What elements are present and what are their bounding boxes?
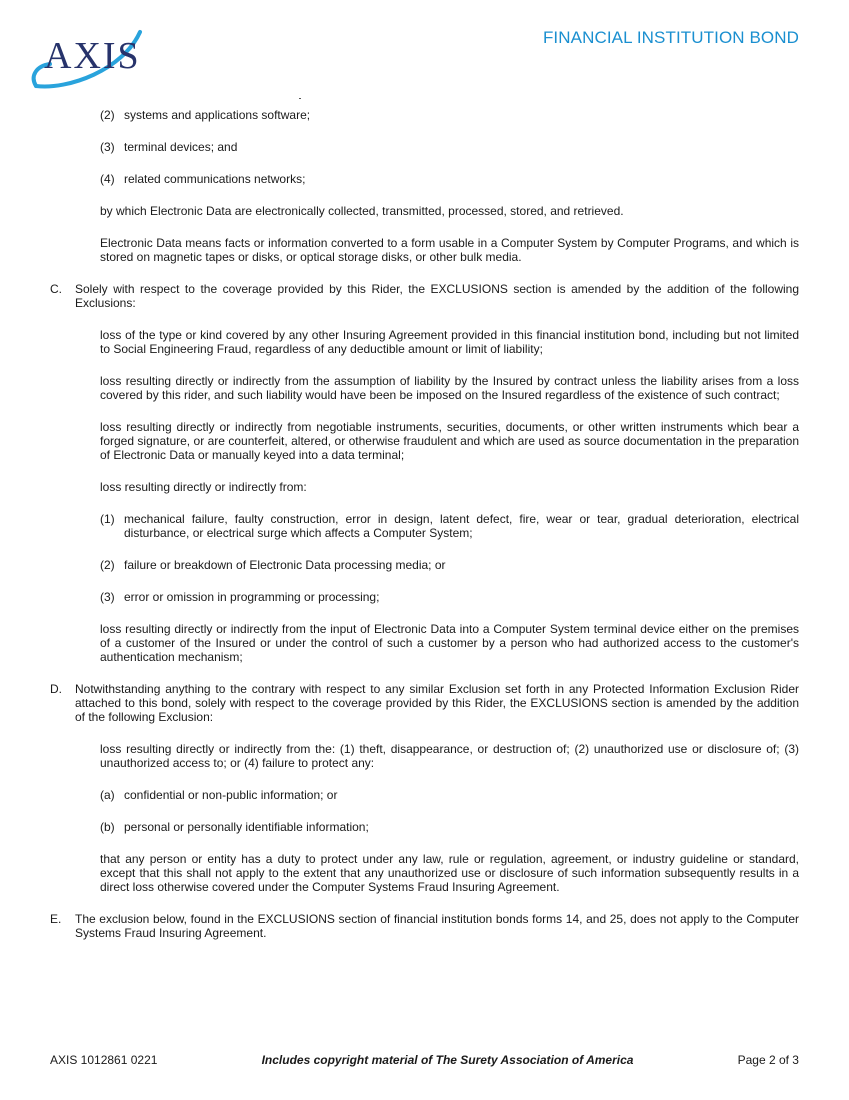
exclusion-paragraph: loss resulting directly or indirectly from the assumption of liability by the Insured by contract unless the liability arises from a loss covered by this rider, and such liability would have been be imposed on the Insured regardless of the existence of such contract; (100, 374, 799, 402)
section-label: D. (50, 682, 62, 696)
exclusion-paragraph: loss resulting directly or indirectly from the input of Electronic Data into a Computer System terminal device either on the premises of a customer of the Insured or under the control of such a customer by a person who had authorized access to the customer's authentication mechanism; (100, 622, 799, 664)
list-item-label: (2) (100, 558, 115, 572)
section-e (50, 912, 799, 940)
axis-logo (28, 18, 150, 96)
list-item-text: confidential or non-public information; or (124, 788, 338, 802)
list-item (100, 820, 799, 834)
scan-mark (299, 98, 301, 99)
list-item (100, 558, 799, 572)
section-c-text: Solely with respect to the coverage provided by this Rider, the EXCLUSIONS section is amended by the addition of the following Exclusions: (75, 282, 799, 310)
section-d-text: Notwithstanding anything to the contrary with respect to any similar Exclusion set forth in any Protected Information Exclusion Rider attached to this bond, solely with respect to the coverage provided by this Rider, the EXCLUSIONS section is amended by the addition of the following Exclusion: (75, 682, 799, 724)
list-item-label: (2) (100, 108, 115, 122)
list-item-text: mechanical failure, faulty construction, error in design, latent defect, fire, wear or tear, gradual deterioration, electrical disturbance, or electrical surge which affects a Computer System; (124, 512, 799, 540)
list-item-label: (3) (100, 140, 115, 154)
list-item (100, 140, 799, 154)
exclusion-paragraph: loss of the type or kind covered by any other Insuring Agreement provided in this financial institution bond, including but not limited to Social Engineering Fraud, regardless of any deductible amount or limit of liability; (100, 328, 799, 356)
section-d (50, 682, 799, 724)
list-item-label: (4) (100, 172, 115, 186)
list-item-text: error or omission in programming or processing; (124, 590, 380, 604)
list-item (100, 108, 799, 122)
list-item (100, 590, 799, 604)
list-item-label: (a) (100, 788, 115, 802)
exclusion-paragraph: loss resulting directly or indirectly from: (100, 480, 307, 494)
paragraph-duty-to-protect: that any person or entity has a duty to protect under any law, rule or regulation, agreement, or industry guideline or standard, except that this shall not apply to the extent that any unauthorized use or disclosure of such information subsequently results in a direct loss otherwise covered under the Computer Systems Fraud Insuring Agreement. (100, 852, 799, 894)
document-body (0, 108, 849, 940)
list-item-text: failure or breakdown of Electronic Data processing media; or (124, 558, 446, 572)
list-item-label: (1) (100, 512, 115, 526)
copyright-notice: Includes copyright material of The Surety Association of America (261, 1053, 634, 1067)
section-label: C. (50, 282, 62, 296)
svg-text:AXIS: AXIS (44, 35, 141, 77)
list-item (100, 172, 799, 186)
list-item (100, 512, 799, 540)
list-item-text: personal or personally identifiable information; (124, 820, 369, 834)
paragraph-by-which: by which Electronic Data are electronically collected, transmitted, processed, stored, and retrieved. (100, 204, 624, 218)
section-label: E. (50, 912, 62, 926)
axis-logo-icon (28, 18, 150, 96)
list-item-text: systems and applications software; (124, 108, 311, 122)
list-item-label: (3) (100, 590, 115, 604)
list-item-text: related communications networks; (124, 172, 306, 186)
exclusion-paragraph: loss resulting directly or indirectly from negotiable instruments, securities, documents, or other written instruments which bear a forged signature, or are counterfeit, altered, or otherwise fraudulent and which are used as source documentation in the preparation of Electronic Data or manually keyed into a data terminal; (100, 420, 799, 462)
page-number: Page 2 of 3 (737, 1053, 799, 1067)
list-item (100, 788, 799, 802)
form-number: AXIS 1012861 0221 (50, 1053, 158, 1067)
section-e-text: The exclusion below, found in the EXCLUSIONS section of financial institution bonds forms 14, and 25, does not apply to the Computer Systems Fraud Insuring Agreement. (75, 912, 799, 940)
document-title: FINANCIAL INSTITUTION BOND (542, 28, 799, 47)
exclusion-paragraph: loss resulting directly or indirectly from the: (1) theft, disappearance, or destruction of; (2) unauthorized use or disclosure of; (3) unauthorized access to; or (4) failure to protect any: (100, 742, 799, 770)
list-item-label: (b) (100, 820, 115, 834)
paragraph-electronic-data-definition: Electronic Data means facts or information converted to a form usable in a Computer System by Computer Programs, and which is stored on magnetic tapes or disks, or optical storage disks, or other bulk media. (100, 236, 799, 264)
page-footer (50, 1053, 799, 1067)
list-item-text: terminal devices; and (124, 140, 238, 154)
section-c (50, 282, 799, 310)
